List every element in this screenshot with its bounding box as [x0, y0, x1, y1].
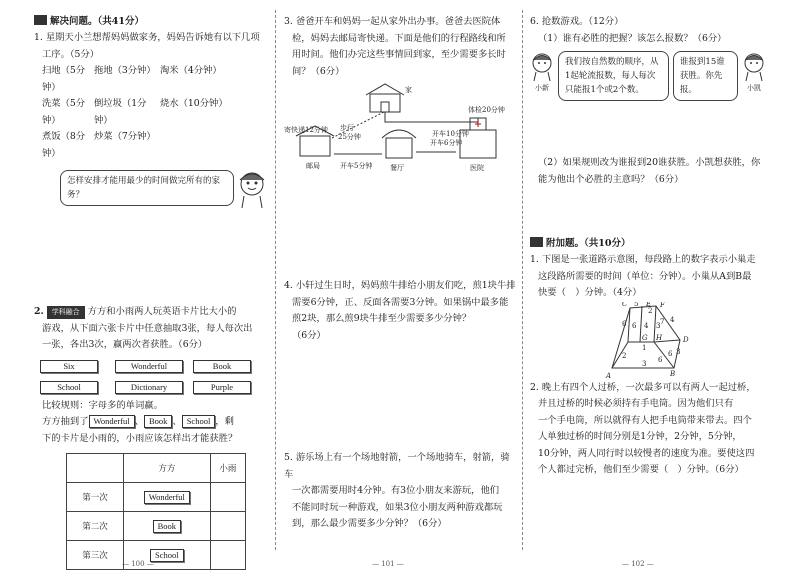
word-card: Six	[40, 360, 98, 373]
answer-cell[interactable]	[210, 541, 245, 570]
node-label: H	[656, 333, 663, 342]
hint-bubble: 怎样安排才能用最少的时间做完所有的家务？	[60, 170, 234, 206]
walk-time-label: 25分钟	[338, 133, 361, 141]
task-item: 倒垃圾（1分钟）	[94, 98, 147, 126]
home-label: 家	[405, 86, 412, 94]
word-card: Wonderful	[115, 360, 183, 373]
b2-line: 人单独过桥的时间分别是1分钟，2分钟，5分钟，	[538, 431, 742, 442]
node-label: D	[683, 335, 689, 344]
restaurant-label: 餐厅	[390, 164, 404, 172]
section-title	[34, 14, 270, 30]
dialog-row	[530, 51, 766, 101]
drawn-card: Wonderful	[89, 415, 135, 428]
q3-line: 3. 爸爸开车和妈妈一起从家外出办事。爸爸去医院体	[284, 16, 501, 27]
edge-weight: 4	[644, 321, 649, 330]
word-card: School	[40, 381, 98, 394]
bonus-title-text: 附加题。（共10分）	[546, 238, 631, 249]
drawn-card: School	[182, 415, 216, 428]
task-item: 扫地（5分钟）	[42, 65, 86, 93]
edge-weight: 2	[648, 306, 653, 315]
column-divider	[522, 10, 523, 550]
q1-line: 工序。（5分）	[42, 48, 100, 60]
q6-sub2: 能为他出个必胜的主意吗？（6分）	[538, 173, 684, 185]
edge-weight: 2	[622, 351, 627, 360]
table-card: School	[150, 549, 184, 562]
table-header: 小雨	[210, 454, 245, 483]
node-label: A	[606, 371, 612, 380]
q5-line: 到，那么最少需要多少分钟？（6分）	[292, 518, 447, 529]
drive10-label: 开车10分钟	[432, 130, 469, 138]
kid-right-name: 小凯	[747, 84, 761, 92]
kid-left	[530, 51, 554, 93]
q5-line: 一次都需要用时4分钟。有3位小朋友来游玩，他们	[292, 485, 500, 496]
drawn-prefix: 方方抽到了	[42, 416, 89, 427]
word-card: Book	[193, 360, 251, 373]
table-header: 方方	[124, 454, 211, 483]
q6-sub1: （1）谁有必胜的把握？该怎么报数？（6分）	[538, 32, 727, 44]
drive5-label: 开车5分钟	[340, 162, 373, 170]
edge-weight: 3	[676, 347, 681, 356]
table-cell	[124, 512, 211, 541]
node-label: F	[660, 301, 665, 309]
house-icon	[366, 84, 404, 112]
edge-weight: 7	[660, 317, 665, 326]
word-card: Purple	[193, 381, 251, 394]
column-right	[530, 14, 766, 550]
bonus-title	[530, 236, 766, 252]
b2-line: 一个手电筒，所以就得有人把手电筒带来带去。四个	[538, 414, 752, 426]
q2-tail: 下的卡片是小雨的，小雨应该怎样出才能获胜？	[42, 432, 238, 444]
q3-line: 用时间。他们办完这些事情回到家，至少需要多长时	[292, 49, 506, 60]
q1-line: 1. 星期天小兰想帮妈妈做家务，妈妈告诉她有以下几项	[34, 32, 260, 43]
word-card: Dictionary	[115, 381, 183, 394]
section-icon	[34, 15, 47, 25]
table-cell	[124, 483, 211, 512]
node-label: B	[670, 369, 676, 378]
q4-line: 4. 小轩过生日时，妈妈煎牛排给小朋友们吃，煎1块牛排	[284, 280, 516, 291]
b1-line: 快要（ ）分钟。（4分）	[538, 287, 642, 298]
word-cards	[40, 360, 270, 394]
edge-weight: 1	[642, 343, 647, 352]
q2-line: 游戏，从下面六张卡片中任意抽取3张，每人每次出	[42, 322, 253, 334]
page-number: — 102 —	[622, 560, 654, 568]
table-row-label: 第二次	[67, 512, 124, 541]
q2-line: 一张，各出3次，赢两次者获胜。（6分）	[42, 339, 208, 350]
node-label: C	[622, 301, 628, 308]
restaurant-icon	[382, 130, 416, 158]
kid-left-name: 小新	[535, 84, 549, 92]
speech-bubble-right: 谁报到15谁获胜。你先报。	[673, 51, 738, 101]
task-item: 煮饭（8分钟）	[42, 131, 86, 159]
q4-line: 煎2块，那么煎9块牛排至少需要多少分钟？	[292, 313, 472, 324]
b2-line: 10分钟，两人同行时以较慢者的速度为准。要使这四	[538, 447, 755, 459]
task-item: 拖地（3分钟）	[94, 65, 156, 76]
q5-line: 不能同时玩一种游戏，如果3位小朋友两种游戏都玩	[292, 501, 503, 513]
column-left	[34, 14, 270, 561]
kid-right	[742, 51, 766, 93]
post-label: 邮局	[306, 162, 320, 170]
b1-line: 这段路所需要的时间（单位：分钟）。小巢从A到B最	[538, 270, 752, 282]
drawn-suffix: ，剩	[215, 416, 234, 427]
b2-line: 2. 晚上有四个人过桥，一次最多可以有两人一起过桥，	[530, 381, 756, 393]
route-diagram	[284, 82, 516, 182]
column-divider	[275, 10, 276, 550]
table-card: Book	[153, 520, 181, 533]
answer-cell[interactable]	[210, 512, 245, 541]
column-middle	[284, 14, 516, 550]
q3-line: 检，妈妈去邮局寄快递。下面是他们的行程路线和所	[292, 32, 506, 44]
table-row-label: 第一次	[67, 483, 124, 512]
task-item: 淘米（4分钟）	[160, 65, 222, 76]
answer-table	[66, 453, 246, 570]
answer-cell[interactable]	[210, 483, 245, 512]
section-icon	[530, 237, 543, 247]
node-label: G	[642, 333, 648, 342]
edge-weight: 4	[670, 315, 675, 324]
road-network-diagram	[530, 302, 766, 380]
q6-sub2: （2）如果规则改为谁报到20谁获胜。小凯想获胜，你	[538, 157, 761, 168]
page-number: — 100 —	[122, 560, 154, 568]
q4-line: （6分）	[292, 329, 326, 341]
q6-title: 6. 抢数游戏。（12分）	[530, 16, 624, 27]
b2-line: 并且过桥的时候必须持有手电筒。因为他们只有	[538, 398, 734, 409]
drawn-card: Book	[144, 415, 172, 428]
drive6-label: 开车6分钟	[430, 139, 463, 147]
edge-weight: 6	[632, 321, 637, 330]
edge-weight: 3	[656, 321, 661, 330]
q3-line: 间？（6分）	[292, 65, 345, 77]
node-label: E	[646, 301, 652, 308]
hospital-label: 医院	[470, 164, 484, 172]
section-title-text: 解决问题。（共41分）	[50, 16, 144, 27]
exam-label: 体检20分钟	[468, 106, 505, 114]
q5-line: 5. 游乐场上有一个场地射箭，一个场地骑车，射箭，骑车	[284, 452, 510, 480]
b2-line: 个人都过完桥，他们至少需要（ ）分钟。（6分）	[538, 464, 744, 475]
edge-weight: 6	[622, 319, 627, 328]
girl-icon	[234, 168, 270, 208]
edge-weight: 6	[658, 355, 663, 364]
edge-weight: 5	[634, 301, 639, 308]
drawn-line: 方方抽到了 Wonderful 、 Book 、 School ，剩	[42, 416, 234, 427]
table-card: Wonderful	[144, 491, 190, 504]
q4-line: 需要6分钟，正、反面各需要3分钟。如果锅中最多能	[292, 296, 509, 308]
table-header	[67, 454, 124, 483]
speech-bubble-left: 我们按自然数的顺序，从1起轮流报数，每人每次只能报1个或2个数。	[558, 51, 669, 101]
rule-text: 比较规则：字母多的单词赢。	[42, 399, 163, 411]
boy-icon	[530, 51, 554, 81]
task-item: 炒菜（7分钟）	[94, 131, 156, 142]
hospital-icon	[460, 118, 496, 158]
task-item: 洗菜（5分钟）	[42, 98, 86, 126]
q2-line: 2. 学科融合 方方和小雨两人玩英语卡片比大小的	[34, 306, 237, 317]
edge-weight: 3	[642, 359, 647, 368]
q2-text: 方方和小雨两人玩英语卡片比大小的	[87, 306, 237, 317]
table-row-label: 第三次	[67, 541, 124, 570]
edge-weight: 6	[668, 349, 673, 358]
task-list	[34, 63, 270, 162]
boy-icon	[742, 51, 766, 81]
send-label: 寄快递12分钟	[284, 126, 328, 134]
page-number: — 101 —	[372, 560, 404, 568]
walk-label: 步行	[340, 124, 354, 132]
subject-badge: 学科融合	[47, 306, 85, 319]
task-item: 烧水（10分钟）	[160, 98, 228, 109]
b1-line: 1. 下图是一张道路示意图，每段路上的数字表示小巢走	[530, 254, 756, 265]
